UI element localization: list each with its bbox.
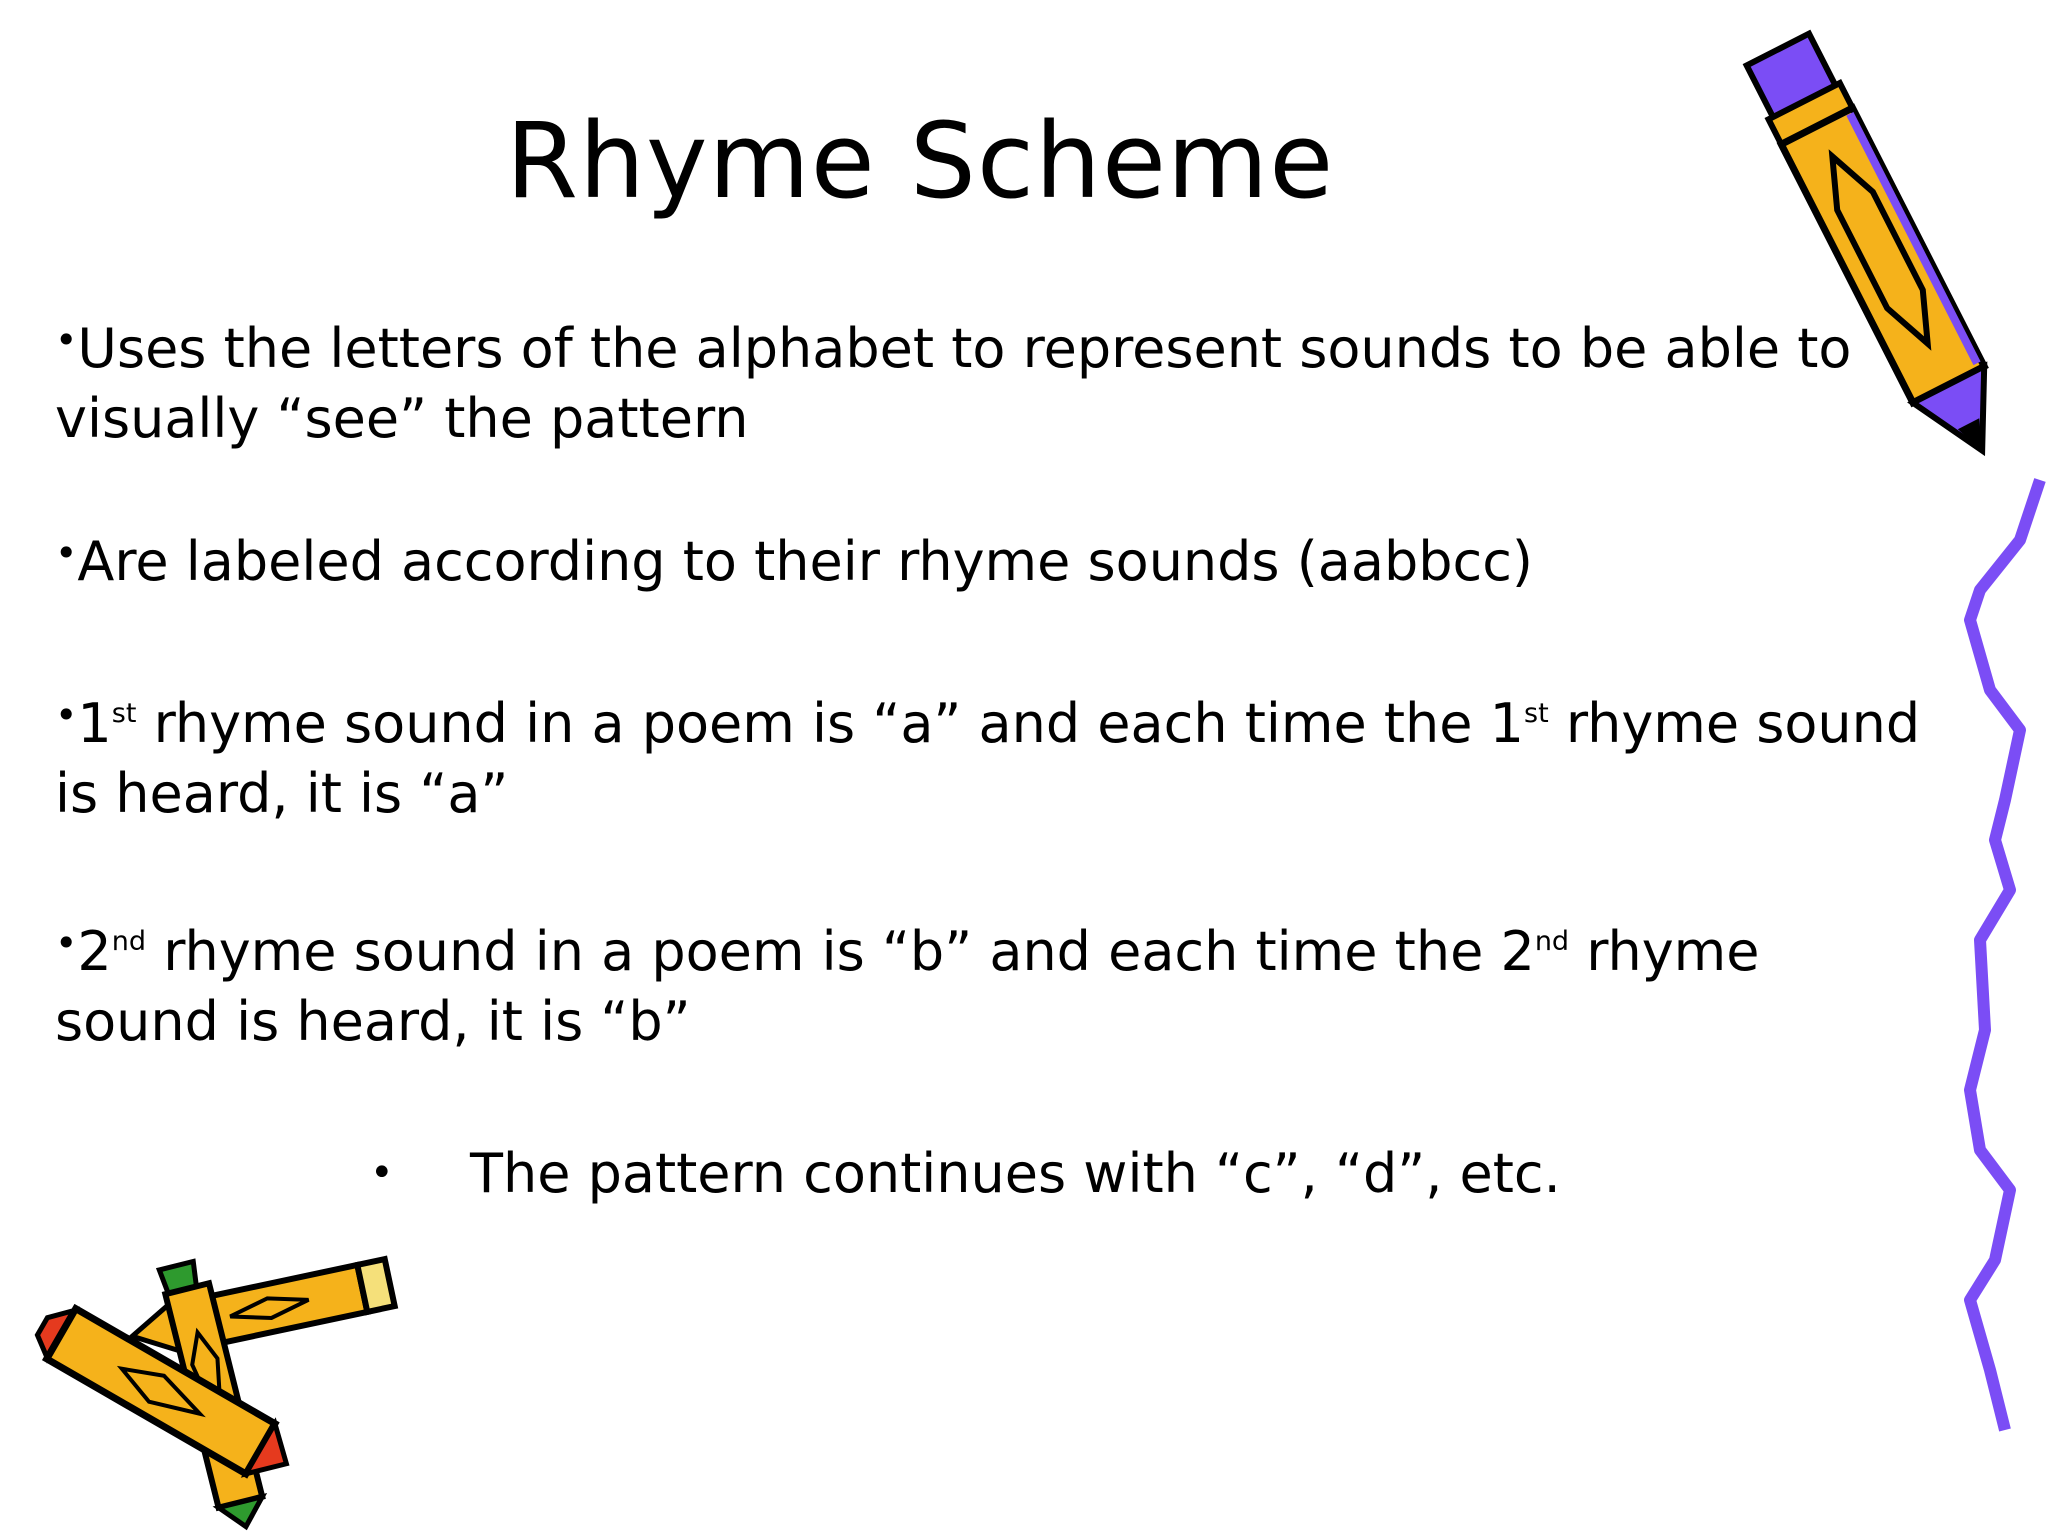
bullet-3-sup: st	[111, 698, 137, 729]
bullet-4	[55, 908, 1925, 1057]
bullet-4-post: rhyme sound is heard, it is “b”	[55, 920, 1760, 1053]
bullet-1	[55, 305, 1925, 454]
slide-title: Rhyme Scheme	[505, 100, 1335, 222]
bullet-5	[370, 1138, 1561, 1209]
crayons-icon	[0, 1240, 420, 1536]
bullet-3-sup: st	[1524, 698, 1549, 729]
squiggle-line-icon	[1950, 470, 2048, 1450]
bullet-4-sup: nd	[111, 926, 147, 957]
bullet-dot: •	[370, 1150, 394, 1196]
bullet-dot: •	[55, 921, 78, 965]
bullet-dot: •	[55, 531, 78, 575]
bullet-3-post: rhyme sound is heard, it is “a”	[55, 692, 1921, 825]
pencil-icon	[1730, 5, 2030, 495]
bullet-3	[55, 680, 1925, 829]
bullet-3-mid: rhyme sound in a poem is “a” and each time the 1	[136, 692, 1525, 755]
bullet-5-text: The pattern continues with “c”, “d”, etc.	[470, 1142, 1561, 1205]
bullet-3-ordinal: 1	[77, 692, 112, 755]
bullet-4-ordinal: 2	[77, 920, 112, 983]
bullet-4-sup: nd	[1534, 926, 1570, 957]
bullet-1-text: Uses the letters of the alphabet to represent sounds to be able to visually “see” the pattern	[55, 317, 1852, 450]
bullet-dot: •	[55, 693, 78, 737]
bullet-4-mid: rhyme sound in a poem is “b” and each time the 2	[146, 920, 1535, 983]
bullet-2-text: Are labeled according to their rhyme sounds (aabbcc)	[77, 530, 1533, 593]
bullet-2	[55, 518, 1925, 597]
bullet-dot: •	[55, 318, 78, 362]
